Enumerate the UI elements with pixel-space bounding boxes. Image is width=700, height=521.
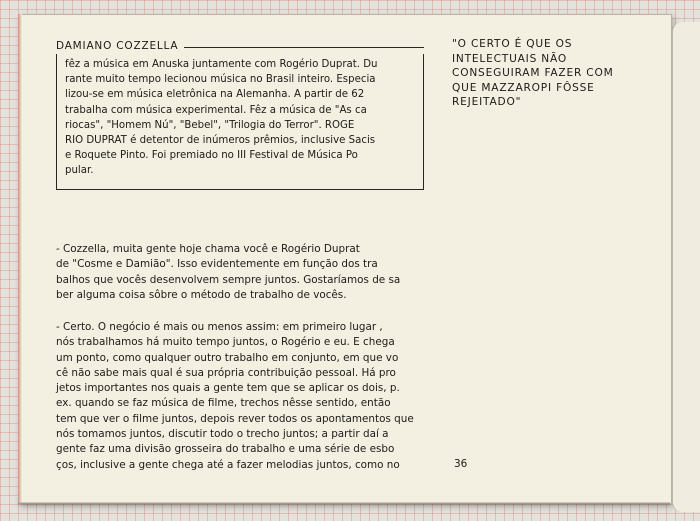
question-line: balhos que vocês desenvolvem sempre juntos. Gostaríamos de sa [56, 273, 401, 286]
answer-line: - Certo. O negócio é mais ou menos assim: em primeiro lugar , [56, 321, 383, 333]
answer-line: jetos importantes nos quais a gente tem que se aplicar os dois, p. [56, 382, 400, 395]
bio-line: riocas", "Homem Nú", "Bebel", "Trilogia do Terror". ROGE [65, 119, 355, 131]
answer-line: cê não sabe mais qual é sua própria contribuição pessoal. Há pro [56, 366, 396, 379]
next-page-edge [672, 22, 700, 512]
answer-line: um ponto, como qualquer outro trabalho em conjunto, em que vo [56, 351, 399, 364]
bio-line: pular. [65, 165, 94, 177]
bio-line: fêz a música em Anuska juntamente com Rogério Duprat. Du [65, 59, 378, 70]
page-shadow [18, 502, 670, 507]
answer-line: nós trabalhamos há muito tempo juntos, o Rogério e eu. E chega [56, 336, 395, 349]
answer-line: ex. quando se faz música de filme, trechos nêsse sentido, então [56, 397, 391, 410]
answer-line: nós tomamos juntos, discutir todo o trecho juntos; a partir daí a [56, 428, 389, 441]
bio-line: lizou-se em música eletrônica na Alemanha. A partir de 62 [65, 89, 365, 101]
answer-line: ços, inclusive a gente chega até a fazer melodias juntos, como no [56, 458, 400, 471]
biography-text [65, 57, 415, 179]
answer-line: tem que ver o filme juntos, depois rever todos os apontamentos que [56, 412, 414, 425]
bio-line: rante muito tempo lecionou música no Brasil inteiro. Especia [65, 74, 376, 86]
page-number: 36 [454, 458, 468, 470]
interviewee-header [56, 40, 424, 54]
interviewee-name: DAMIANO COZZELLA [56, 40, 184, 52]
question-line: - Cozzella, muita gente hoje chama você e Rogério Duprat [56, 243, 360, 255]
bio-line: trabalha com música experimental. Fêz a música de "As ca [65, 104, 367, 116]
bio-line: RIO DUPRAT é detentor de inúmeros prêmios, inclusive Sacis [65, 135, 376, 147]
page-binding-edge [18, 14, 22, 502]
biography-box [56, 54, 424, 190]
interview-answer [56, 320, 436, 473]
question-line: ber alguma coisa sôbre o método de trabalho de vocês. [56, 288, 347, 301]
interview-question [56, 242, 436, 303]
question-line: de "Cosme e Damião". Isso evidentemente em função dos tra [56, 258, 378, 271]
bio-line: e Roquete Pinto. Foi premiado no III Festival de Música Po [65, 150, 358, 162]
pull-quote: "O CERTO É QUE OS INTELECTUAIS NÃO CONSEGUIRAM FAZER COM QUE MAZZAROPI FÔSSE REJEITADO" [452, 38, 614, 109]
answer-line: gente faz uma divisão grosseira do trabalho e uma série de esbo [56, 443, 395, 456]
